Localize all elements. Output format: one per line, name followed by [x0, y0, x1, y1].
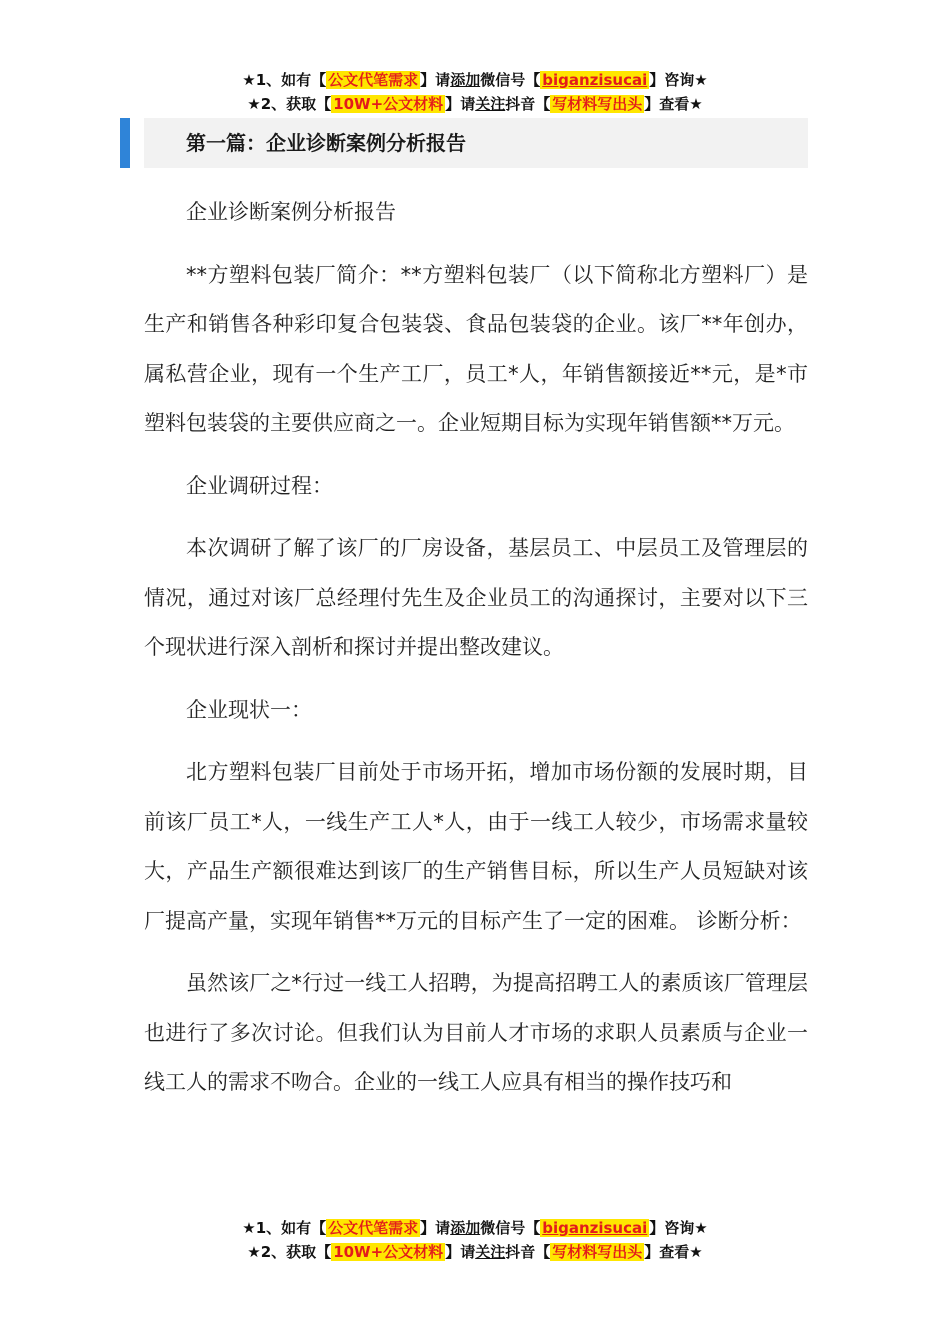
page-title: 第一篇：企业诊断案例分析报告	[186, 131, 466, 155]
promo-underlined: 关注	[475, 95, 506, 113]
promo-highlight: 10W+公文材料	[333, 95, 444, 113]
promo-line-2	[0, 92, 950, 116]
paragraph: 企业诊断案例分析报告	[186, 200, 396, 224]
promo-text: ★1、如有【	[242, 1219, 327, 1237]
promo-highlight: 公文代笔需求	[328, 1219, 419, 1237]
promo-line-1	[0, 1216, 950, 1240]
paragraph: 企业调研过程：	[186, 473, 333, 498]
wechat-id-highlight: biganzisucai	[542, 1219, 648, 1237]
promo-text: 微信号【	[480, 71, 541, 89]
promo-text: ★2、获取【	[247, 95, 332, 113]
title-accent-bar	[120, 118, 130, 168]
promo-text: 】查看★	[644, 1243, 703, 1261]
paragraph: 虽然该厂之*行过一线工人招聘，为提高招聘工人的素质该厂管理层也进行了多次讨论。但我们认为目前人才市场的求职人员素质与企业一线工人的需求不吻合。企业的一线工人应具有相当的操作技巧和	[144, 971, 808, 1094]
section-title-block	[120, 118, 808, 168]
promo-text: ★2、获取【	[247, 1243, 332, 1261]
promo-highlight: 10W+公文材料	[333, 1243, 444, 1261]
paragraph: 北方塑料包装厂目前处于市场开拓，增加市场份额的发展时期，目前该厂员工*人，一线生产工人*人，由于一线工人较少，市场需求量较大，产品生产额很难达到该厂的生产销售目标，所以生产人员短缺对该厂提高产量，实现年销售**万元的目标产生了一定的困难。 诊断分析：	[144, 760, 808, 933]
promo-text: 微信号【	[480, 1219, 541, 1237]
promo-text: 】请	[445, 95, 476, 113]
promo-text: 】请	[420, 71, 451, 89]
promo-text: 】查看★	[644, 95, 703, 113]
promo-text: 】咨询★	[649, 1219, 708, 1237]
wechat-id-highlight: biganzisucai	[542, 71, 648, 89]
promo-line-2	[0, 1240, 950, 1264]
promo-underlined: 添加	[450, 71, 481, 89]
paragraph: 企业现状一：	[186, 697, 312, 722]
promo-underlined: 添加	[450, 1219, 481, 1237]
promo-text: ★1、如有【	[242, 71, 327, 89]
promo-underlined: 关注	[475, 1243, 506, 1261]
douyin-id-highlight: 写材料写出头	[552, 1243, 643, 1261]
header-promo-banner	[0, 68, 950, 116]
footer-promo-banner	[0, 1216, 950, 1264]
document-body	[144, 188, 808, 1121]
paragraph: 本次调研了解了该厂的厂房设备，基层员工、中层员工及管理层的情况，通过对该厂总经理付先生及企业员工的沟通探讨，主要对以下三个现状进行深入剖析和探讨并提出整改建议。	[144, 536, 808, 659]
promo-text: 】请	[445, 1243, 476, 1261]
promo-line-1	[0, 68, 950, 92]
paragraph: **方塑料包装厂简介：**方塑料包装厂（以下简称北方塑料厂）是生产和销售各种彩印复合包装袋、食品包装袋的企业。该厂**年创办，属私营企业，现有一个生产工厂，员工*人，年销售额接近**元，是*市塑料包装袋的主要供应商之一。企业短期目标为实现年销售额**万元。	[144, 262, 808, 435]
promo-text: 】请	[420, 1219, 451, 1237]
douyin-id-highlight: 写材料写出头	[552, 95, 643, 113]
promo-text: 抖音【	[505, 1243, 551, 1261]
promo-text: 抖音【	[505, 95, 551, 113]
promo-highlight: 公文代笔需求	[328, 71, 419, 89]
promo-text: 】咨询★	[649, 71, 708, 89]
